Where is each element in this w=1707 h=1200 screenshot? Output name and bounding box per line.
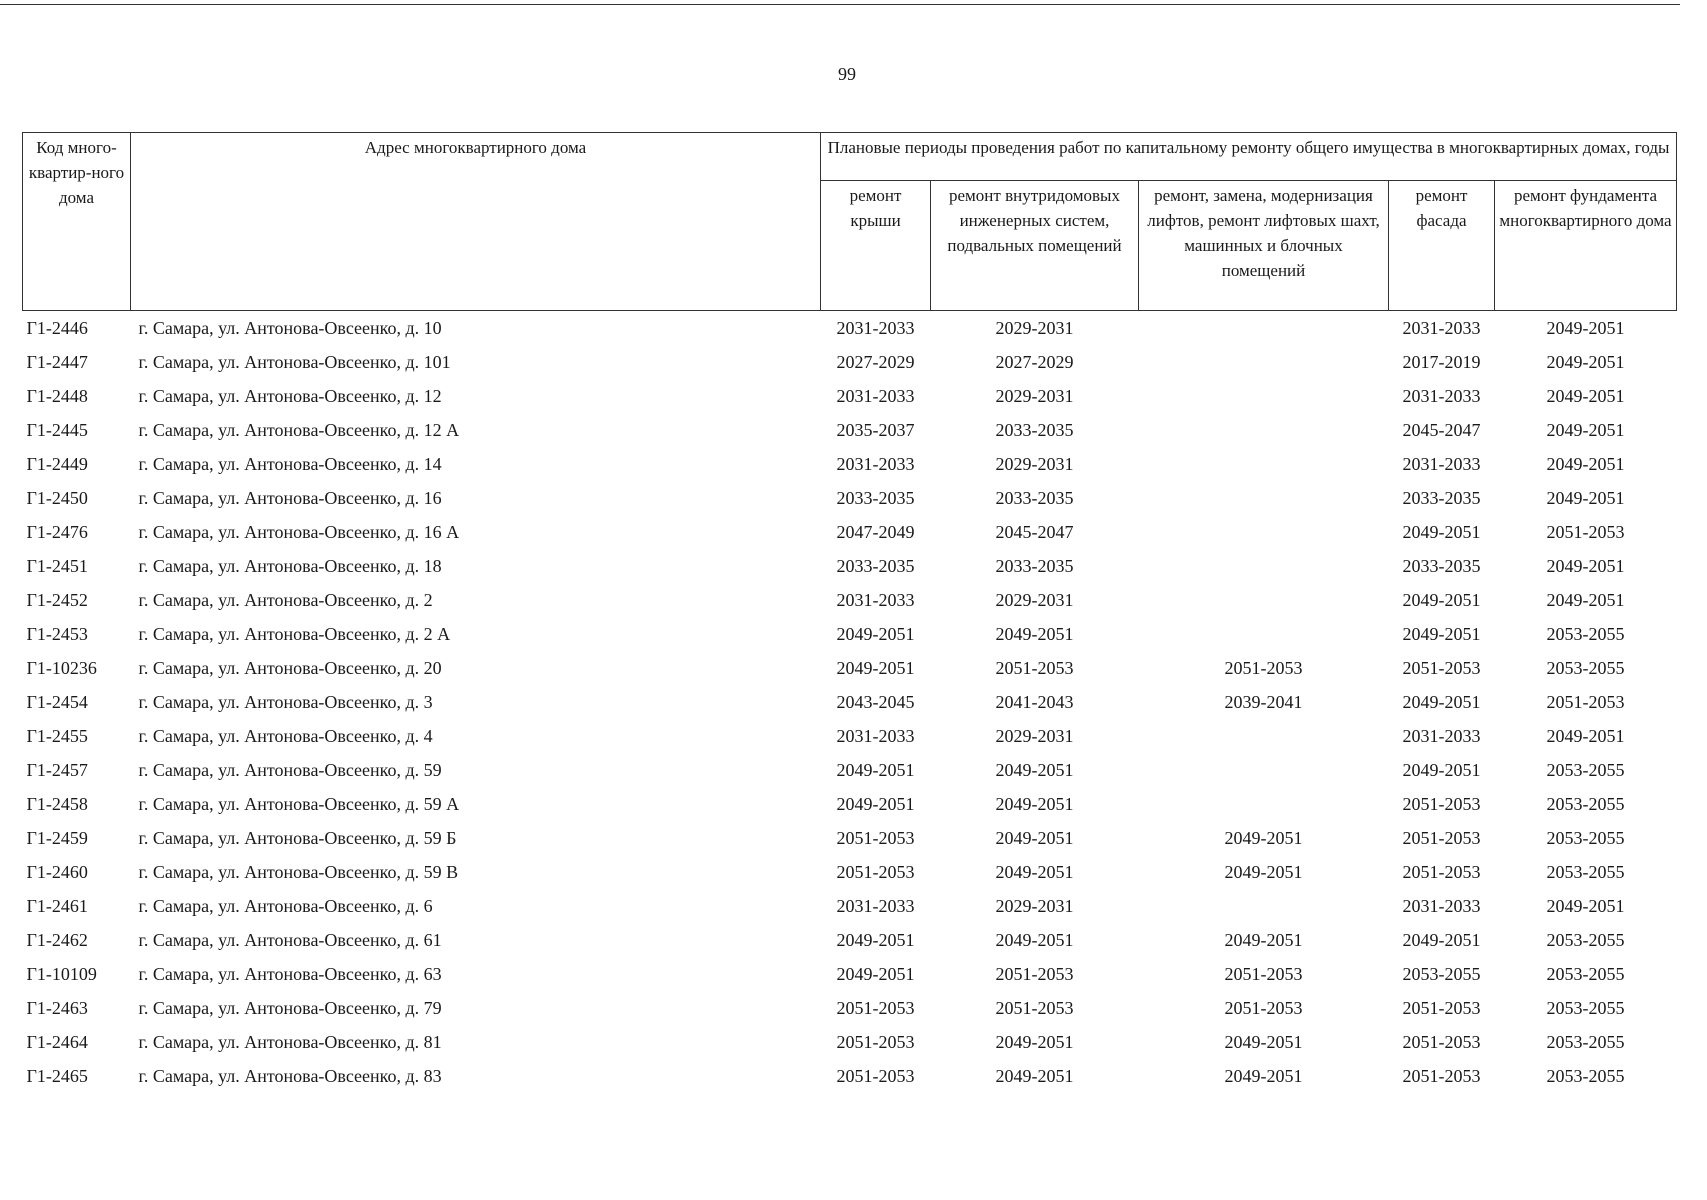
- cell-code: Г1-2446: [26, 317, 88, 338]
- cell-elevators: 2049-2051: [1224, 827, 1303, 848]
- cell-elevators: [1139, 379, 1389, 413]
- cell-elevators: [1139, 719, 1389, 753]
- header-planned-periods: Плановые периоды проведения работ по капитальному ремонту общего имущества в многоквартирных домах, годы: [821, 133, 1677, 181]
- cell-address: г. Самара, ул. Антонова-Овсеенко, д. 20: [138, 657, 442, 678]
- cell-code: Г1-2449: [26, 453, 88, 474]
- cell-foundation: 2053-2055: [1546, 793, 1625, 814]
- cell-facade: 2031-2033: [1402, 453, 1481, 474]
- cell-foundation: 2049-2051: [1546, 895, 1625, 916]
- cell-systems: 2033-2035: [995, 487, 1074, 508]
- cell-systems: 2051-2053: [995, 657, 1074, 678]
- cell-systems: 2041-2043: [995, 691, 1074, 712]
- cell-foundation: 2049-2051: [1546, 419, 1625, 440]
- cell-systems: 2029-2031: [995, 317, 1074, 338]
- cell-address: г. Самара, ул. Антонова-Овсеенко, д. 59 А: [138, 793, 460, 814]
- cell-facade: 2051-2053: [1402, 827, 1481, 848]
- cell-foundation: 2053-2055: [1546, 1031, 1625, 1052]
- cell-address: г. Самара, ул. Антонова-Овсеенко, д. 16: [138, 487, 442, 508]
- cell-code: Г1-2465: [26, 1065, 88, 1086]
- cell-foundation: 2053-2055: [1546, 861, 1625, 882]
- cell-address: г. Самара, ул. Антонова-Овсеенко, д. 4: [138, 725, 433, 746]
- table-row: [23, 821, 1677, 855]
- cell-roof: 2047-2049: [836, 521, 915, 542]
- cell-facade: 2049-2051: [1402, 589, 1481, 610]
- cell-facade: 2049-2051: [1402, 759, 1481, 780]
- cell-elevators: [1139, 413, 1389, 447]
- table-row: [23, 583, 1677, 617]
- cell-address: г. Самара, ул. Антонова-Овсеенко, д. 83: [138, 1065, 442, 1086]
- cell-foundation: 2049-2051: [1546, 487, 1625, 508]
- cell-elevators: [1139, 753, 1389, 787]
- table-row: [23, 889, 1677, 923]
- cell-systems: 2033-2035: [995, 419, 1074, 440]
- cell-code: Г1-2459: [26, 827, 88, 848]
- cell-elevators: 2049-2051: [1224, 1065, 1303, 1086]
- cell-systems: 2049-2051: [995, 929, 1074, 950]
- cell-systems: 2051-2053: [995, 963, 1074, 984]
- cell-roof: 2031-2033: [836, 725, 915, 746]
- cell-address: г. Самара, ул. Антонова-Овсеенко, д. 2 А: [138, 623, 451, 644]
- cell-foundation: 2053-2055: [1546, 1065, 1625, 1086]
- cell-systems: 2049-2051: [995, 1065, 1074, 1086]
- cell-address: г. Самара, ул. Антонова-Овсеенко, д. 18: [138, 555, 442, 576]
- cell-facade: 2045-2047: [1402, 419, 1481, 440]
- table-row: [23, 991, 1677, 1025]
- cell-code: Г1-10109: [26, 963, 97, 984]
- cell-code: Г1-2451: [26, 555, 88, 576]
- cell-elevators: [1139, 617, 1389, 651]
- table-row: [23, 311, 1677, 346]
- table-row: [23, 957, 1677, 991]
- cell-systems: 2045-2047: [995, 521, 1074, 542]
- repair-schedule-table: [22, 132, 1677, 1093]
- cell-address: г. Самара, ул. Антонова-Овсеенко, д. 3: [138, 691, 433, 712]
- cell-foundation: 2049-2051: [1546, 317, 1625, 338]
- cell-roof: 2051-2053: [836, 861, 915, 882]
- cell-systems: 2049-2051: [995, 623, 1074, 644]
- page-number: 99: [838, 64, 856, 84]
- cell-facade: 2031-2033: [1402, 385, 1481, 406]
- cell-address: г. Самара, ул. Антонова-Овсеенко, д. 101: [138, 351, 451, 372]
- cell-address: г. Самара, ул. Антонова-Овсеенко, д. 12: [138, 385, 442, 406]
- cell-systems: 2027-2029: [995, 351, 1074, 372]
- cell-elevators: [1139, 515, 1389, 549]
- cell-code: Г1-2450: [26, 487, 88, 508]
- top-rule: [0, 4, 1680, 5]
- cell-code: Г1-2461: [26, 895, 88, 916]
- cell-facade: 2051-2053: [1402, 997, 1481, 1018]
- cell-foundation: 2049-2051: [1546, 453, 1625, 474]
- cell-foundation: 2049-2051: [1546, 725, 1625, 746]
- cell-foundation: 2053-2055: [1546, 929, 1625, 950]
- cell-systems: 2029-2031: [995, 895, 1074, 916]
- cell-roof: 2033-2035: [836, 555, 915, 576]
- cell-roof: 2033-2035: [836, 487, 915, 508]
- cell-foundation: 2049-2051: [1546, 351, 1625, 372]
- header-code: Код много-квартир-ного дома: [23, 133, 131, 311]
- cell-facade: 2051-2053: [1402, 1065, 1481, 1086]
- cell-code: Г1-2457: [26, 759, 88, 780]
- table-row: [23, 923, 1677, 957]
- cell-elevators: 2049-2051: [1224, 1031, 1303, 1052]
- cell-foundation: 2049-2051: [1546, 385, 1625, 406]
- cell-elevators: 2051-2053: [1224, 657, 1303, 678]
- cell-foundation: 2053-2055: [1546, 623, 1625, 644]
- cell-code: Г1-2452: [26, 589, 88, 610]
- cell-address: г. Самара, ул. Антонова-Овсеенко, д. 79: [138, 997, 442, 1018]
- table-row: [23, 685, 1677, 719]
- cell-roof: 2031-2033: [836, 895, 915, 916]
- cell-code: Г1-10236: [26, 657, 97, 678]
- table-row: [23, 447, 1677, 481]
- table-row: [23, 379, 1677, 413]
- cell-elevators: 2049-2051: [1224, 861, 1303, 882]
- cell-facade: 2049-2051: [1402, 691, 1481, 712]
- cell-roof: 2031-2033: [836, 589, 915, 610]
- cell-code: Г1-2462: [26, 929, 88, 950]
- cell-foundation: 2053-2055: [1546, 827, 1625, 848]
- cell-address: г. Самара, ул. Антонова-Овсеенко, д. 59 Б: [138, 827, 457, 848]
- cell-facade: 2017-2019: [1402, 351, 1481, 372]
- table-row: [23, 787, 1677, 821]
- cell-facade: 2031-2033: [1402, 895, 1481, 916]
- cell-systems: 2033-2035: [995, 555, 1074, 576]
- cell-code: Г1-2448: [26, 385, 88, 406]
- cell-facade: 2031-2033: [1402, 725, 1481, 746]
- cell-code: Г1-2454: [26, 691, 88, 712]
- cell-code: Г1-2476: [26, 521, 88, 542]
- cell-address: г. Самара, ул. Антонова-Овсеенко, д. 14: [138, 453, 442, 474]
- header-foundation: ремонт фундамента многоквартирного дома: [1495, 181, 1677, 311]
- cell-foundation: 2053-2055: [1546, 963, 1625, 984]
- cell-roof: 2031-2033: [836, 385, 915, 406]
- cell-code: Г1-2458: [26, 793, 88, 814]
- cell-foundation: 2053-2055: [1546, 997, 1625, 1018]
- cell-address: г. Самара, ул. Антонова-Овсеенко, д. 59 В: [138, 861, 459, 882]
- header-facade: ремонт фасада: [1389, 181, 1495, 311]
- cell-roof: 2051-2053: [836, 827, 915, 848]
- cell-roof: 2049-2051: [836, 963, 915, 984]
- cell-address: г. Самара, ул. Антонова-Овсеенко, д. 81: [138, 1031, 442, 1052]
- cell-address: г. Самара, ул. Антонова-Овсеенко, д. 63: [138, 963, 442, 984]
- cell-foundation: 2053-2055: [1546, 759, 1625, 780]
- cell-systems: 2029-2031: [995, 589, 1074, 610]
- cell-address: г. Самара, ул. Антонова-Овсеенко, д. 61: [138, 929, 442, 950]
- cell-facade: 2049-2051: [1402, 623, 1481, 644]
- cell-facade: 2049-2051: [1402, 521, 1481, 542]
- cell-foundation: 2049-2051: [1546, 555, 1625, 576]
- header-roof: ремонт крыши: [821, 181, 931, 311]
- table-row: [23, 549, 1677, 583]
- cell-address: г. Самара, ул. Антонова-Овсеенко, д. 59: [138, 759, 442, 780]
- cell-elevators: 2051-2053: [1224, 997, 1303, 1018]
- cell-roof: 2051-2053: [836, 1065, 915, 1086]
- cell-facade: 2051-2053: [1402, 1031, 1481, 1052]
- cell-facade: 2051-2053: [1402, 657, 1481, 678]
- cell-elevators: 2051-2053: [1224, 963, 1303, 984]
- table-row: [23, 1025, 1677, 1059]
- table-row: [23, 345, 1677, 379]
- cell-facade: 2051-2053: [1402, 793, 1481, 814]
- cell-systems: 2029-2031: [995, 725, 1074, 746]
- table-row: [23, 651, 1677, 685]
- cell-facade: 2033-2035: [1402, 555, 1481, 576]
- cell-roof: 2049-2051: [836, 793, 915, 814]
- table-row: [23, 617, 1677, 651]
- cell-facade: 2051-2053: [1402, 861, 1481, 882]
- cell-code: Г1-2445: [26, 419, 88, 440]
- cell-code: Г1-2460: [26, 861, 88, 882]
- cell-foundation: 2051-2053: [1546, 521, 1625, 542]
- cell-code: Г1-2455: [26, 725, 88, 746]
- cell-roof: 2035-2037: [836, 419, 915, 440]
- cell-elevators: 2039-2041: [1224, 691, 1303, 712]
- cell-systems: 2029-2031: [995, 385, 1074, 406]
- cell-roof: 2049-2051: [836, 623, 915, 644]
- header-systems: ремонт внутридомовых инженерных систем, подвальных помещений: [931, 181, 1139, 311]
- cell-foundation: 2049-2051: [1546, 589, 1625, 610]
- cell-elevators: [1139, 447, 1389, 481]
- cell-elevators: [1139, 345, 1389, 379]
- cell-code: Г1-2447: [26, 351, 88, 372]
- cell-code: Г1-2464: [26, 1031, 88, 1052]
- cell-foundation: 2053-2055: [1546, 657, 1625, 678]
- cell-roof: 2051-2053: [836, 1031, 915, 1052]
- table-row: [23, 515, 1677, 549]
- cell-roof: 2049-2051: [836, 929, 915, 950]
- cell-code: Г1-2453: [26, 623, 88, 644]
- cell-elevators: [1139, 583, 1389, 617]
- cell-elevators: [1139, 311, 1389, 346]
- cell-systems: 2029-2031: [995, 453, 1074, 474]
- header-elevators: ремонт, замена, модернизация лифтов, ремонт лифтовых шахт, машинных и блочных помещений: [1139, 181, 1389, 311]
- cell-code: Г1-2463: [26, 997, 88, 1018]
- cell-elevators: [1139, 889, 1389, 923]
- table-row: [23, 1059, 1677, 1093]
- cell-roof: 2049-2051: [836, 657, 915, 678]
- table-row: [23, 413, 1677, 447]
- cell-elevators: 2049-2051: [1224, 929, 1303, 950]
- cell-address: г. Самара, ул. Антонова-Овсеенко, д. 16 А: [138, 521, 460, 542]
- cell-facade: 2053-2055: [1402, 963, 1481, 984]
- cell-systems: 2049-2051: [995, 759, 1074, 780]
- cell-roof: 2051-2053: [836, 997, 915, 1018]
- cell-foundation: 2051-2053: [1546, 691, 1625, 712]
- table-row: [23, 719, 1677, 753]
- cell-elevators: [1139, 549, 1389, 583]
- cell-roof: 2049-2051: [836, 759, 915, 780]
- cell-systems: 2049-2051: [995, 793, 1074, 814]
- cell-address: г. Самара, ул. Антонова-Овсеенко, д. 6: [138, 895, 433, 916]
- cell-roof: 2031-2033: [836, 453, 915, 474]
- table-row: [23, 855, 1677, 889]
- cell-systems: 2051-2053: [995, 997, 1074, 1018]
- table-body: [23, 311, 1677, 1094]
- cell-systems: 2049-2051: [995, 1031, 1074, 1052]
- cell-roof: 2043-2045: [836, 691, 915, 712]
- cell-facade: 2033-2035: [1402, 487, 1481, 508]
- cell-address: г. Самара, ул. Антонова-Овсеенко, д. 12 А: [138, 419, 460, 440]
- cell-elevators: [1139, 787, 1389, 821]
- cell-systems: 2049-2051: [995, 827, 1074, 848]
- table-row: [23, 481, 1677, 515]
- cell-roof: 2031-2033: [836, 317, 915, 338]
- cell-elevators: [1139, 481, 1389, 515]
- cell-facade: 2031-2033: [1402, 317, 1481, 338]
- cell-address: г. Самара, ул. Антонова-Овсеенко, д. 2: [138, 589, 433, 610]
- table-row: [23, 753, 1677, 787]
- cell-roof: 2027-2029: [836, 351, 915, 372]
- header-address: Адрес многоквартирного дома: [131, 133, 821, 311]
- cell-systems: 2049-2051: [995, 861, 1074, 882]
- cell-address: г. Самара, ул. Антонова-Овсеенко, д. 10: [138, 317, 442, 338]
- cell-facade: 2049-2051: [1402, 929, 1481, 950]
